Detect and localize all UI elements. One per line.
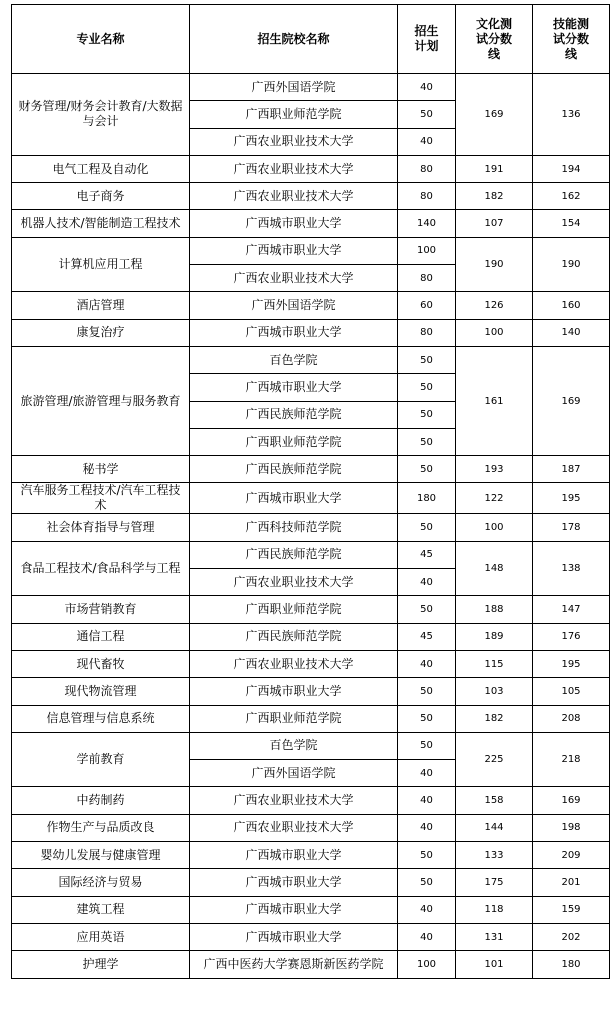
major-name-cell: 财务管理/财务会计教育/大数据与会计 bbox=[12, 74, 190, 156]
culture-score-cell: 115 bbox=[456, 650, 533, 677]
school-name-cell: 百色学院 bbox=[190, 346, 398, 373]
culture-score-cell: 100 bbox=[456, 514, 533, 541]
school-name-cell: 广西农业职业技术大学 bbox=[190, 183, 398, 210]
skill-score-cell: 169 bbox=[533, 787, 610, 814]
culture-score-cell: 182 bbox=[456, 183, 533, 210]
table-row bbox=[12, 541, 610, 568]
school-name-cell: 广西外国语学院 bbox=[190, 292, 398, 319]
skill-score-cell: 169 bbox=[533, 346, 610, 455]
plan-count-cell: 40 bbox=[398, 760, 456, 787]
plan-count-cell: 45 bbox=[398, 541, 456, 568]
table-row bbox=[12, 319, 610, 346]
plan-count-cell: 40 bbox=[398, 787, 456, 814]
school-name-cell: 广西城市职业大学 bbox=[190, 319, 398, 346]
skill-score-cell: 154 bbox=[533, 210, 610, 237]
school-name-cell: 广西农业职业技术大学 bbox=[190, 650, 398, 677]
skill-score-cell: 198 bbox=[533, 814, 610, 841]
plan-count-cell: 40 bbox=[398, 896, 456, 923]
school-name-cell: 广西城市职业大学 bbox=[190, 374, 398, 401]
admission-table bbox=[11, 4, 610, 979]
plan-count-cell: 40 bbox=[398, 650, 456, 677]
skill-score-cell: 178 bbox=[533, 514, 610, 541]
culture-score-cell: 148 bbox=[456, 541, 533, 596]
table-row bbox=[12, 514, 610, 541]
major-name-cell: 婴幼儿发展与健康管理 bbox=[12, 842, 190, 869]
major-name-cell: 计算机应用工程 bbox=[12, 237, 190, 292]
plan-count-cell: 50 bbox=[398, 678, 456, 705]
table-row bbox=[12, 869, 610, 896]
table-row bbox=[12, 74, 610, 101]
school-name-cell: 广西城市职业大学 bbox=[190, 842, 398, 869]
plan-count-cell: 140 bbox=[398, 210, 456, 237]
school-name-cell: 广西民族师范学院 bbox=[190, 541, 398, 568]
plan-count-cell: 50 bbox=[398, 101, 456, 128]
school-name-cell: 广西农业职业技术大学 bbox=[190, 265, 398, 292]
major-name-cell: 市场营销教育 bbox=[12, 596, 190, 623]
culture-score-cell: 131 bbox=[456, 923, 533, 950]
table-row bbox=[12, 210, 610, 237]
culture-score-cell: 188 bbox=[456, 596, 533, 623]
skill-score-cell: 136 bbox=[533, 74, 610, 156]
plan-count-cell: 80 bbox=[398, 319, 456, 346]
culture-score-cell: 161 bbox=[456, 346, 533, 455]
major-name-cell: 秘书学 bbox=[12, 456, 190, 483]
plan-count-cell: 100 bbox=[398, 237, 456, 264]
culture-score-cell: 144 bbox=[456, 814, 533, 841]
major-name-cell: 康复治疗 bbox=[12, 319, 190, 346]
culture-score-cell: 191 bbox=[456, 155, 533, 182]
plan-count-cell: 80 bbox=[398, 265, 456, 292]
school-name-cell: 广西职业师范学院 bbox=[190, 428, 398, 455]
plan-count-cell: 45 bbox=[398, 623, 456, 650]
table-row bbox=[12, 623, 610, 650]
header-skill: 技能测试分数线 bbox=[533, 5, 610, 74]
culture-score-cell: 158 bbox=[456, 787, 533, 814]
school-name-cell: 广西农业职业技术大学 bbox=[190, 128, 398, 155]
plan-count-cell: 50 bbox=[398, 456, 456, 483]
major-name-cell: 应用英语 bbox=[12, 923, 190, 950]
skill-score-cell: 202 bbox=[533, 923, 610, 950]
table-row bbox=[12, 596, 610, 623]
plan-count-cell: 40 bbox=[398, 74, 456, 101]
skill-score-cell: 105 bbox=[533, 678, 610, 705]
school-name-cell: 广西民族师范学院 bbox=[190, 623, 398, 650]
table-row bbox=[12, 787, 610, 814]
major-name-cell: 电子商务 bbox=[12, 183, 190, 210]
culture-score-cell: 133 bbox=[456, 842, 533, 869]
skill-score-cell: 159 bbox=[533, 896, 610, 923]
major-name-cell: 作物生产与品质改良 bbox=[12, 814, 190, 841]
school-name-cell: 广西城市职业大学 bbox=[190, 869, 398, 896]
skill-score-cell: 140 bbox=[533, 319, 610, 346]
skill-score-cell: 162 bbox=[533, 183, 610, 210]
plan-count-cell: 40 bbox=[398, 814, 456, 841]
table-row bbox=[12, 237, 610, 264]
skill-score-cell: 138 bbox=[533, 541, 610, 596]
skill-score-cell: 208 bbox=[533, 705, 610, 732]
school-name-cell: 广西城市职业大学 bbox=[190, 923, 398, 950]
school-name-cell: 广西农业职业技术大学 bbox=[190, 155, 398, 182]
culture-score-cell: 122 bbox=[456, 483, 533, 514]
school-name-cell: 广西农业职业技术大学 bbox=[190, 814, 398, 841]
school-name-cell: 广西城市职业大学 bbox=[190, 210, 398, 237]
table-row bbox=[12, 951, 610, 978]
culture-score-cell: 190 bbox=[456, 237, 533, 292]
table-row bbox=[12, 155, 610, 182]
major-name-cell: 酒店管理 bbox=[12, 292, 190, 319]
header-plan: 招生计划 bbox=[398, 5, 456, 74]
plan-count-cell: 50 bbox=[398, 346, 456, 373]
header-school: 招生院校名称 bbox=[190, 5, 398, 74]
school-name-cell: 广西职业师范学院 bbox=[190, 705, 398, 732]
major-name-cell: 社会体育指导与管理 bbox=[12, 514, 190, 541]
school-name-cell: 广西城市职业大学 bbox=[190, 483, 398, 514]
skill-score-cell: 195 bbox=[533, 483, 610, 514]
plan-count-cell: 50 bbox=[398, 401, 456, 428]
header-row bbox=[12, 5, 610, 74]
table-row bbox=[12, 842, 610, 869]
school-name-cell: 广西外国语学院 bbox=[190, 760, 398, 787]
major-name-cell: 现代物流管理 bbox=[12, 678, 190, 705]
plan-count-cell: 60 bbox=[398, 292, 456, 319]
plan-count-cell: 40 bbox=[398, 923, 456, 950]
plan-count-cell: 50 bbox=[398, 732, 456, 759]
major-name-cell: 现代畜牧 bbox=[12, 650, 190, 677]
plan-count-cell: 50 bbox=[398, 842, 456, 869]
major-name-cell: 国际经济与贸易 bbox=[12, 869, 190, 896]
major-name-cell: 通信工程 bbox=[12, 623, 190, 650]
major-name-cell: 汽车服务工程技术/汽车工程技术 bbox=[12, 483, 190, 514]
skill-score-cell: 195 bbox=[533, 650, 610, 677]
table-row bbox=[12, 814, 610, 841]
culture-score-cell: 193 bbox=[456, 456, 533, 483]
school-name-cell: 广西科技师范学院 bbox=[190, 514, 398, 541]
major-name-cell: 建筑工程 bbox=[12, 896, 190, 923]
table-row bbox=[12, 456, 610, 483]
header-major: 专业名称 bbox=[12, 5, 190, 74]
culture-score-cell: 126 bbox=[456, 292, 533, 319]
culture-score-cell: 107 bbox=[456, 210, 533, 237]
school-name-cell: 百色学院 bbox=[190, 732, 398, 759]
table-row bbox=[12, 732, 610, 759]
skill-score-cell: 209 bbox=[533, 842, 610, 869]
major-name-cell: 机器人技术/智能制造工程技术 bbox=[12, 210, 190, 237]
school-name-cell: 广西城市职业大学 bbox=[190, 678, 398, 705]
table-row bbox=[12, 346, 610, 373]
school-name-cell: 广西中医药大学赛恩斯新医药学院 bbox=[190, 951, 398, 978]
skill-score-cell: 147 bbox=[533, 596, 610, 623]
header-culture: 文化测试分数线 bbox=[456, 5, 533, 74]
school-name-cell: 广西农业职业技术大学 bbox=[190, 787, 398, 814]
plan-count-cell: 50 bbox=[398, 374, 456, 401]
plan-count-cell: 40 bbox=[398, 569, 456, 596]
skill-score-cell: 190 bbox=[533, 237, 610, 292]
major-name-cell: 信息管理与信息系统 bbox=[12, 705, 190, 732]
table-row bbox=[12, 183, 610, 210]
school-name-cell: 广西职业师范学院 bbox=[190, 101, 398, 128]
school-name-cell: 广西民族师范学院 bbox=[190, 456, 398, 483]
culture-score-cell: 175 bbox=[456, 869, 533, 896]
school-name-cell: 广西职业师范学院 bbox=[190, 596, 398, 623]
table-row bbox=[12, 896, 610, 923]
plan-count-cell: 180 bbox=[398, 483, 456, 514]
table-row bbox=[12, 292, 610, 319]
culture-score-cell: 101 bbox=[456, 951, 533, 978]
skill-score-cell: 160 bbox=[533, 292, 610, 319]
culture-score-cell: 103 bbox=[456, 678, 533, 705]
skill-score-cell: 194 bbox=[533, 155, 610, 182]
school-name-cell: 广西城市职业大学 bbox=[190, 896, 398, 923]
plan-count-cell: 50 bbox=[398, 514, 456, 541]
skill-score-cell: 176 bbox=[533, 623, 610, 650]
plan-count-cell: 50 bbox=[398, 428, 456, 455]
plan-count-cell: 80 bbox=[398, 155, 456, 182]
table-row bbox=[12, 678, 610, 705]
culture-score-cell: 118 bbox=[456, 896, 533, 923]
table-row bbox=[12, 923, 610, 950]
culture-score-cell: 100 bbox=[456, 319, 533, 346]
major-name-cell: 护理学 bbox=[12, 951, 190, 978]
major-name-cell: 电气工程及自动化 bbox=[12, 155, 190, 182]
culture-score-cell: 225 bbox=[456, 732, 533, 787]
plan-count-cell: 50 bbox=[398, 705, 456, 732]
school-name-cell: 广西城市职业大学 bbox=[190, 237, 398, 264]
major-name-cell: 旅游管理/旅游管理与服务教育 bbox=[12, 346, 190, 455]
table-row bbox=[12, 483, 610, 514]
culture-score-cell: 182 bbox=[456, 705, 533, 732]
table-row bbox=[12, 705, 610, 732]
major-name-cell: 中药制药 bbox=[12, 787, 190, 814]
skill-score-cell: 201 bbox=[533, 869, 610, 896]
plan-count-cell: 50 bbox=[398, 596, 456, 623]
major-name-cell: 学前教育 bbox=[12, 732, 190, 787]
skill-score-cell: 218 bbox=[533, 732, 610, 787]
plan-count-cell: 40 bbox=[398, 128, 456, 155]
plan-count-cell: 50 bbox=[398, 869, 456, 896]
culture-score-cell: 169 bbox=[456, 74, 533, 156]
skill-score-cell: 180 bbox=[533, 951, 610, 978]
plan-count-cell: 80 bbox=[398, 183, 456, 210]
school-name-cell: 广西外国语学院 bbox=[190, 74, 398, 101]
school-name-cell: 广西民族师范学院 bbox=[190, 401, 398, 428]
culture-score-cell: 189 bbox=[456, 623, 533, 650]
table-row bbox=[12, 650, 610, 677]
school-name-cell: 广西农业职业技术大学 bbox=[190, 569, 398, 596]
skill-score-cell: 187 bbox=[533, 456, 610, 483]
major-name-cell: 食品工程技术/食品科学与工程 bbox=[12, 541, 190, 596]
plan-count-cell: 100 bbox=[398, 951, 456, 978]
